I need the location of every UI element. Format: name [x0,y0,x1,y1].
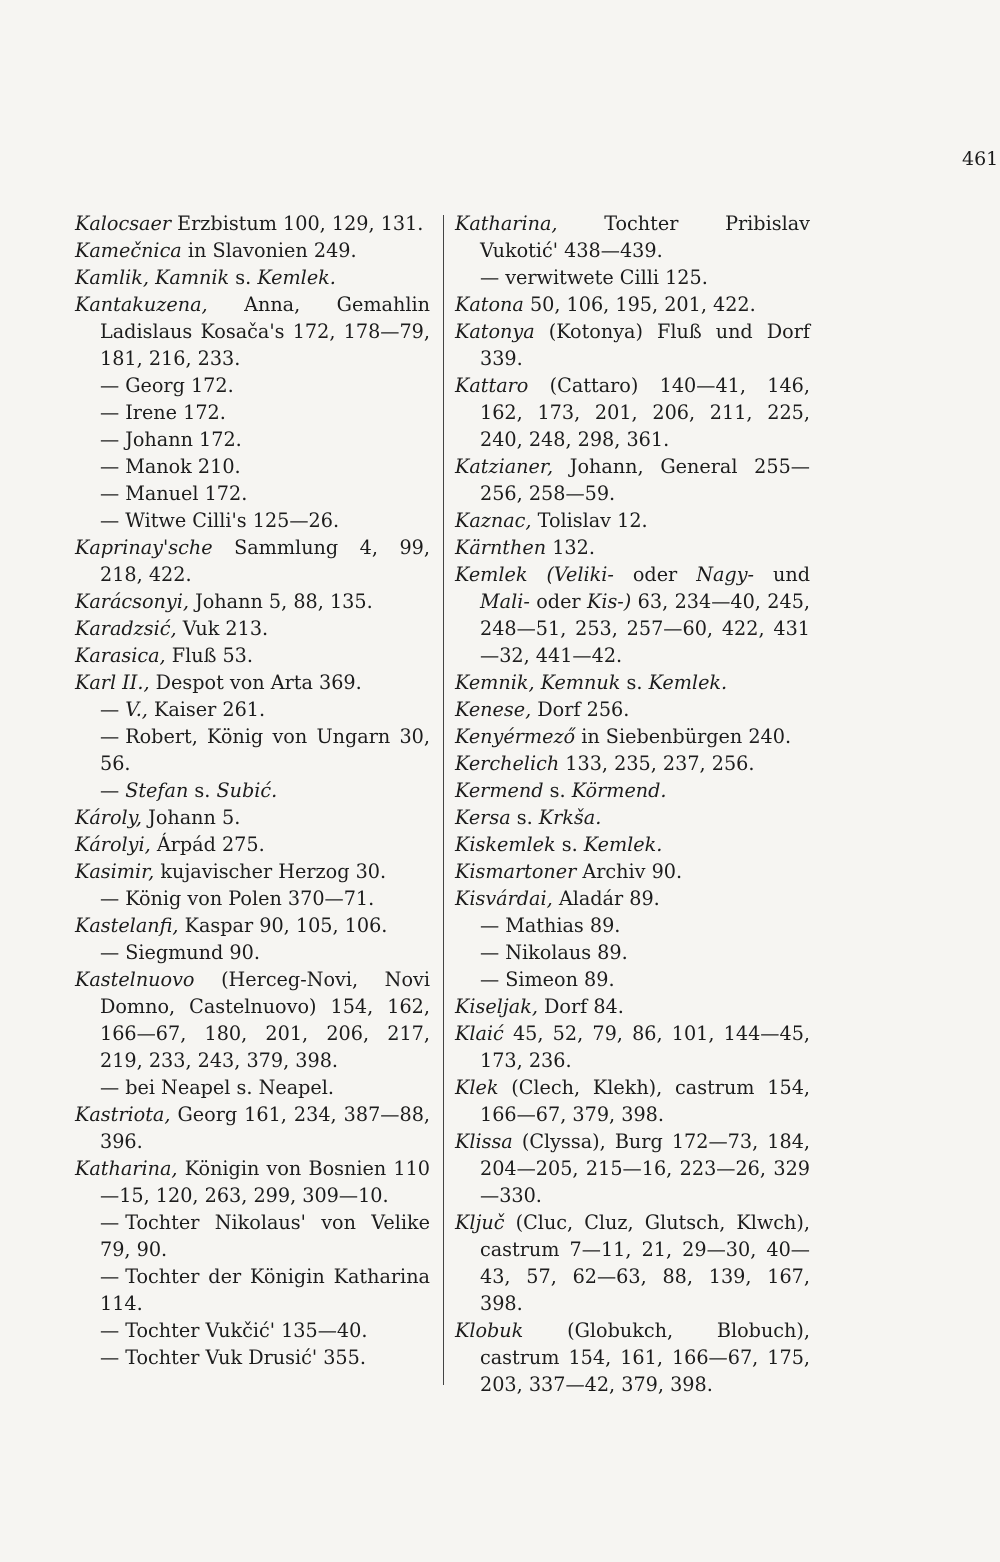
subentry-text: Witwe Cilli's 125—26. [125,509,340,532]
entry-text: (Clech, Klekh), castrum 154, 166—67, 379, 398. [480,1076,810,1126]
index-entry [455,507,810,534]
subentry-text: Manuel 172. [125,482,248,505]
entry-headword: Karasica, [75,644,166,667]
entry-headword: Kisvárdai, [455,887,553,910]
index-entry [455,723,810,750]
entry-reference: Mali- [480,590,530,613]
index-entry [75,669,430,696]
index-subentry [455,264,810,291]
index-entry [455,750,810,777]
subentry-text: Siegmund 90. [125,941,260,964]
subentry-dash: — [100,455,120,478]
subentry-text: Nikolaus 89. [505,941,628,964]
index-entry [455,1074,810,1128]
entry-text: in Slavonien 249. [181,239,357,262]
index-subentry [75,1344,430,1371]
index-entry [455,561,810,669]
index-entry [455,1209,810,1317]
entry-reference: Kemlek. [583,833,663,856]
index-subentry [75,723,430,777]
entry-headword: Kantakuzena, [75,293,208,316]
index-entry [455,534,810,561]
entry-text: und [754,563,810,586]
entry-text: in Siebenbürgen 240. [575,725,792,748]
index-entry [75,642,430,669]
index-entry [455,1128,810,1209]
index-subentry [75,1317,430,1344]
subentry-dash: — [480,941,500,964]
index-subentry [75,426,430,453]
index-entry [455,291,810,318]
entry-text: Vuk 213. [176,617,269,640]
subentry-text: s. [188,779,217,802]
entry-headword: Kemnik, Kemnuk [455,671,621,694]
entry-headword: Kamečnica [75,239,182,262]
entry-headword: Kismartoner [455,860,577,883]
entry-headword: Kiseljak, [455,995,538,1018]
entry-headword: Kenese, [455,698,532,721]
entry-text: s. [543,779,572,802]
entry-reference: Kemlek. [648,671,728,694]
subentry-dash: — [100,1319,120,1342]
entry-headword: Kalocsaer [75,212,172,235]
index-entry [455,858,810,885]
entry-reference: Krkša. [538,806,602,829]
entry-text: Georg 161, 234, 387—88, 396. [100,1103,430,1153]
index-entry [75,1101,430,1155]
entry-text: Fluß 53. [165,644,253,667]
subentry-text: Simeon 89. [505,968,615,991]
index-entry [455,372,810,453]
entry-text: Árpád 275. [150,833,265,856]
entry-headword: Kastelnuovo [75,968,195,991]
entry-headword: Kamlik, Kamnik [75,266,230,289]
index-entry [455,696,810,723]
entry-headword: Ključ [455,1211,505,1234]
entry-text: kujavischer Herzog 30. [154,860,387,883]
index-column-right [455,210,810,1398]
index-entry [455,1020,810,1074]
subentry-headword: Stefan [125,779,189,802]
entry-text: Tolislav 12. [531,509,648,532]
entry-text: (Cluc, Cluz, Glutsch, Klwch), castrum 7—11, 21, 29—30, 40—43, 57, 62—63, 88, 139, 167, 398. [480,1211,810,1315]
index-entry [455,993,810,1020]
subentry-dash: — [100,482,120,505]
index-subentry [75,1074,430,1101]
index-entry [75,210,430,237]
subentry-dash: — [100,509,120,532]
entry-text: Dorf 256. [531,698,630,721]
subentry-text: Kaiser 261. [147,698,266,721]
entry-headword: Kasimir, [75,860,155,883]
index-entry [75,588,430,615]
subentry-dash: — [100,941,120,964]
entry-text: s. [229,266,258,289]
subentry-reference: Subić. [216,779,278,802]
entry-text: (Herceg-Novi, Novi Domno, Castelnuovo) 154, 162, 166—67, 180, 201, 206, 217, 219, 233, 243, 379, 398. [100,968,430,1072]
entry-text: (Kotonya) Fluß und Dorf 339. [480,320,810,370]
entry-headword: Katharina, [455,212,558,235]
subentry-text: Tochter Vuk Drusić' 355. [125,1346,366,1369]
entry-text: Johann 5. [142,806,241,829]
index-entry [75,264,430,291]
entry-headword: Kersa [455,806,511,829]
entry-text: (Cattaro) 140—41, 146, 162, 173, 201, 206, 211, 225, 240, 248, 298, 361. [480,374,810,451]
subentry-text: Tochter der Königin Katharina 114. [100,1265,430,1315]
entry-text: Dorf 84. [537,995,624,1018]
entry-text: Johann 5, 88, 135. [188,590,373,613]
entry-headword: Károly, [75,806,143,829]
index-subentry [75,1263,430,1317]
index-entry [75,615,430,642]
subentry-dash: — [100,779,120,802]
subentry-dash: — [100,428,120,451]
index-entry [455,885,810,912]
entry-headword: Karadzsić, [75,617,177,640]
entry-text: 132. [546,536,595,559]
entry-headword: Kaprinay'sche [75,536,213,559]
subentry-dash: — [100,401,120,424]
subentry-headword: V., [125,698,148,721]
index-column-left [75,210,430,1371]
entry-text: (Globukch, Blobuch), castrum 154, 161, 166—67, 175, 203, 337—42, 379, 398. [480,1319,810,1396]
index-subentry [75,453,430,480]
subentry-dash: — [100,1211,120,1234]
entry-headword: Kemlek (Veliki- [455,563,614,586]
subentry-dash: — [100,1265,120,1288]
index-subentry [455,966,810,993]
subentry-text: verwitwete Cilli 125. [505,266,708,289]
entry-text: oder [529,590,587,613]
entry-text: 45, 52, 79, 86, 101, 144—45, 173, 236. [480,1022,810,1072]
subentry-dash: — [100,374,120,397]
subentry-dash: — [480,914,500,937]
index-entry [455,1317,810,1398]
entry-text: Sammlung 4, 99, 218, 422. [100,536,430,586]
entry-headword: Károlyi, [75,833,151,856]
index-entry [455,777,810,804]
entry-headword: Karácsonyi, [75,590,189,613]
entry-text: Königin von Bosnien 110—15, 120, 263, 299, 309—10. [100,1157,430,1207]
subentry-dash: — [480,968,500,991]
index-entry [75,291,430,372]
entry-headword: Kaznac, [455,509,532,532]
index-subentry [75,1209,430,1263]
entry-headword: Katonya [455,320,535,343]
entry-text: 133, 235, 237, 256. [559,752,755,775]
index-entry [75,804,430,831]
entry-reference: Körmend. [571,779,667,802]
index-subentry [75,399,430,426]
index-entry [455,804,810,831]
index-subentry [455,939,810,966]
index-subentry [75,480,430,507]
subentry-text: Tochter Nikolaus' von Velike 79, 90. [100,1211,430,1261]
subentry-dash: — [100,698,120,721]
subentry-text: Robert, König von Ungarn 30, 56. [100,725,430,775]
entry-text: s. [620,671,649,694]
entry-headword: Klissa [455,1130,513,1153]
index-entry [455,831,810,858]
entry-headword: Kiskemlek [455,833,556,856]
index-entry [75,966,430,1074]
entry-text: Tochter Pribislav Vukotić' 438—439. [480,212,810,262]
entry-text: Despot von Arta 369. [149,671,362,694]
entry-text: 63, 234—40, 245, 248—51, 253, 257—60, 422, 431—32, 441—42. [480,590,811,667]
entry-headword: Kastelanfi, [75,914,179,937]
entry-headword: Katona [455,293,524,316]
subentry-dash: — [100,1076,120,1099]
entry-text: s. [510,806,539,829]
index-subentry [75,507,430,534]
entry-headword: Katzianer, [455,455,554,478]
entry-text: Johann, General 255—256, 258—59. [480,455,810,505]
entry-reference: Kemlek. [257,266,336,289]
entry-text: oder [613,563,697,586]
subentry-text: Irene 172. [125,401,226,424]
index-entry [75,534,430,588]
entry-text: 50, 106, 195, 201, 422. [523,293,756,316]
entry-headword: Karl II., [75,671,150,694]
subentry-text: Johann 172. [125,428,242,451]
index-subentry [75,939,430,966]
index-entry [455,453,810,507]
entry-text: Erzbistum 100, 129, 131. [171,212,424,235]
index-entry [75,831,430,858]
index-entry [455,318,810,372]
entry-text: s. [555,833,584,856]
subentry-text: Tochter Vukčić' 135—40. [125,1319,368,1342]
entry-text: Kaspar 90, 105, 106. [178,914,388,937]
entry-text: Aladár 89. [552,887,660,910]
index-subentry [455,912,810,939]
page-number: 461 [962,148,999,170]
index-subentry [75,372,430,399]
column-divider [443,215,444,1385]
entry-headword: Kerchelich [455,752,560,775]
index-entry [75,912,430,939]
entry-headword: Kenyérmező [455,725,576,748]
entry-text: Anna, Gemahlin Ladislaus Kosača's 172, 178—79, 181, 216, 233. [100,293,430,370]
entry-headword: Klaić [455,1022,504,1045]
subentry-dash: — [100,887,120,910]
index-entry [75,237,430,264]
entry-headword: Klek [455,1076,499,1099]
subentry-text: Mathias 89. [505,914,621,937]
entry-headword: Katharina, [75,1157,178,1180]
subentry-dash: — [100,725,120,748]
index-subentry [75,696,430,723]
entry-headword: Kastriota, [75,1103,171,1126]
entry-headword: Kermend [455,779,544,802]
index-entry [455,210,810,264]
index-subentry [75,777,430,804]
index-entry [75,858,430,885]
subentry-dash: — [480,266,500,289]
subentry-text: König von Polen 370—71. [125,887,375,910]
entry-headword: Kärnthen [455,536,547,559]
subentry-text: Manok 210. [125,455,241,478]
subentry-text: Georg 172. [125,374,234,397]
entry-text: (Clyssa), Burg 172—73, 184, 204—205, 215—16, 223—26, 329—330. [480,1130,810,1207]
index-entry [75,1155,430,1209]
index-subentry [75,885,430,912]
entry-headword: Klobuk [455,1319,524,1342]
entry-headword: Kattaro [455,374,529,397]
entry-reference: Nagy- [696,563,755,586]
subentry-dash: — [100,1346,120,1369]
index-entry [455,669,810,696]
entry-reference: Kis-) [586,590,632,613]
subentry-text: bei Neapel s. Neapel. [125,1076,335,1099]
entry-text: Archiv 90. [576,860,683,883]
